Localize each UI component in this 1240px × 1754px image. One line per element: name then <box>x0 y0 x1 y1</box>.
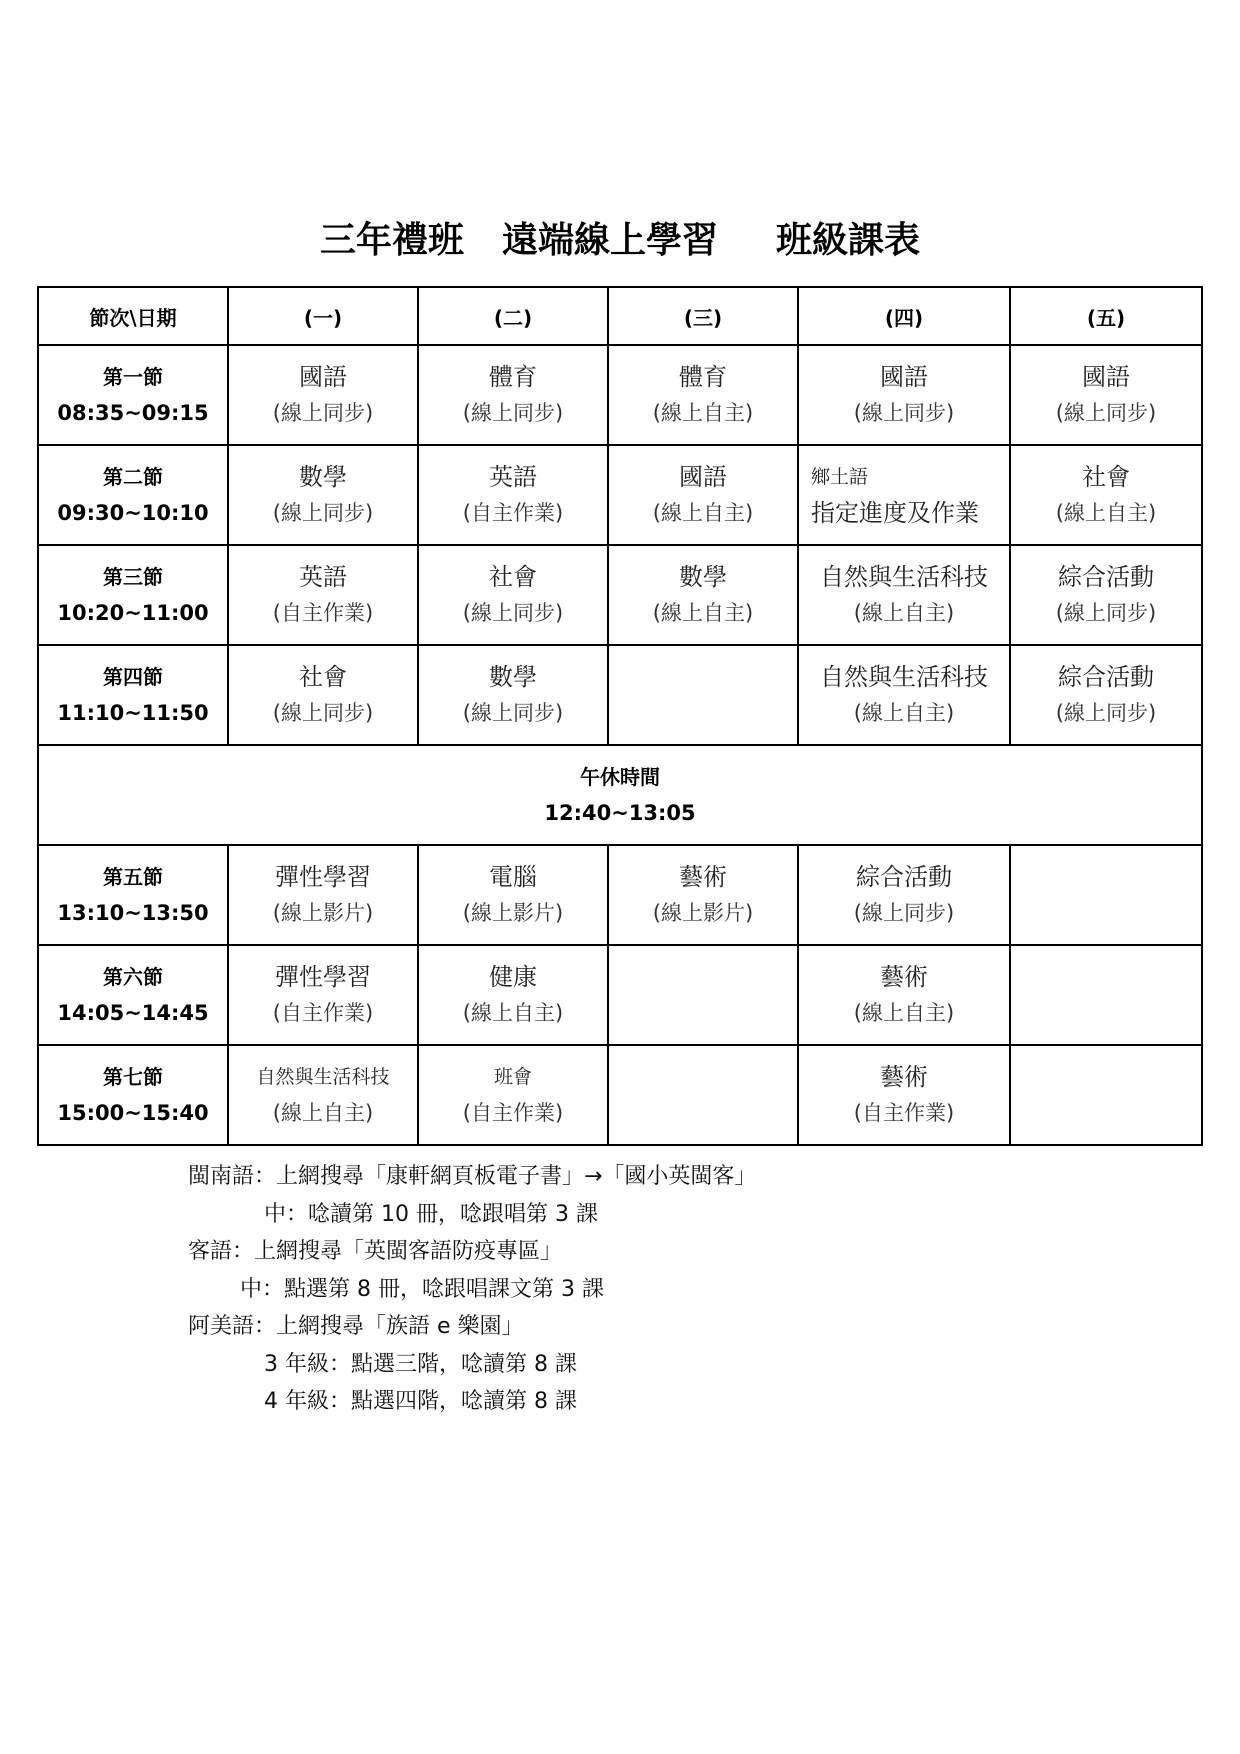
subject: 電腦 <box>489 863 537 891</box>
mode: (線上自主) <box>462 1001 564 1025</box>
page-title <box>0 212 1240 263</box>
period-time: 08:35~09:15 <box>57 401 209 425</box>
subject: 國語 <box>679 463 727 491</box>
mode: (線上自主) <box>853 1001 955 1025</box>
period-row <box>38 645 1202 745</box>
subject: 自然與生活科技 <box>820 563 988 591</box>
mode: 指定進度及作業 <box>811 499 979 527</box>
subject: 藝術 <box>880 1063 928 1091</box>
subject: 數學 <box>489 663 537 691</box>
lunch-row <box>38 745 1202 845</box>
day-header: (三) <box>608 287 798 345</box>
class-cell <box>418 345 608 445</box>
subject: 英語 <box>489 463 537 491</box>
class-cell <box>228 1045 418 1145</box>
lunch-cell <box>38 745 1202 845</box>
class-cell <box>608 445 798 545</box>
class-cell <box>1010 545 1202 645</box>
subject: 國語 <box>299 363 347 391</box>
mode: (線上同步) <box>1055 401 1157 425</box>
mode: (線上自主) <box>853 601 955 625</box>
title-class: 三年禮班 <box>319 220 464 261</box>
subject: 社會 <box>299 663 347 691</box>
mode: (自主作業) <box>462 1101 564 1125</box>
period-time: 09:30~10:10 <box>57 501 209 525</box>
class-cell <box>228 945 418 1045</box>
period-name: 第四節 <box>103 665 163 689</box>
mode: (線上同步) <box>1055 601 1157 625</box>
mode: (線上影片) <box>272 901 374 925</box>
class-cell <box>418 645 608 745</box>
header-row <box>38 287 1202 345</box>
mode: (線上自主) <box>272 1101 374 1125</box>
subject: 彈性學習 <box>275 863 371 891</box>
subject: 體育 <box>679 363 727 391</box>
mode: (自主作業) <box>272 1001 374 1025</box>
empty-cell <box>608 645 798 745</box>
mode: (線上同步) <box>272 401 374 425</box>
subject: 國語 <box>880 363 928 391</box>
subject: 社會 <box>489 563 537 591</box>
class-cell <box>418 945 608 1045</box>
mode: (線上同步) <box>853 401 955 425</box>
period-time: 11:10~11:50 <box>57 701 209 725</box>
subject: 體育 <box>489 363 537 391</box>
subject: 社會 <box>1082 463 1130 491</box>
mode: (線上同步) <box>272 501 374 525</box>
subject: 鄉土語 <box>811 466 869 488</box>
title-mode: 遠端線上學習 <box>501 220 718 261</box>
period-cell <box>38 345 228 445</box>
period-name: 第七節 <box>103 1065 163 1089</box>
period-name: 第五節 <box>103 865 163 889</box>
note-line: 3 年級：點選三階，唸讀第 8 課 <box>264 1351 577 1377</box>
period-row <box>38 545 1202 645</box>
class-cell <box>228 445 418 545</box>
note-line: 客語：上網搜尋「英閩客語防疫專區」 <box>188 1239 563 1264</box>
note-line: 中：唸讀第 10 冊，唸跟唱第 3 課 <box>264 1201 598 1227</box>
period-cell <box>38 1045 228 1145</box>
class-cell <box>228 545 418 645</box>
mode: (線上影片) <box>652 901 754 925</box>
mode: (線上自主) <box>652 601 754 625</box>
day-header: (五) <box>1010 287 1202 345</box>
subject: 班會 <box>493 1066 532 1088</box>
note-line: 阿美語：上網搜尋「族語 e 樂園」 <box>188 1314 524 1339</box>
mode: (線上同步) <box>462 401 564 425</box>
class-cell <box>418 1045 608 1145</box>
subject: 彈性學習 <box>275 963 371 991</box>
class-cell <box>1010 345 1202 445</box>
period-cell <box>38 945 228 1045</box>
class-cell <box>798 645 1010 745</box>
subject: 綜合活動 <box>1058 663 1154 691</box>
note-line: 中：點選第 8 冊，唸跟唱課文第 3 課 <box>240 1276 604 1302</box>
title-schedule: 班級課表 <box>776 220 921 261</box>
class-cell <box>798 445 1010 545</box>
class-cell <box>1010 645 1202 745</box>
day-header: (二) <box>418 287 608 345</box>
subject: 英語 <box>299 563 347 591</box>
note-line: 4 年級：點選四階，唸讀第 8 課 <box>264 1389 577 1414</box>
class-cell <box>608 845 798 945</box>
empty-cell <box>1010 945 1202 1045</box>
period-name: 第六節 <box>103 965 163 989</box>
subject: 數學 <box>679 563 727 591</box>
mode: (線上自主) <box>652 401 754 425</box>
dialect-notes <box>188 1158 756 1421</box>
period-row <box>38 845 1202 945</box>
class-cell <box>1010 445 1202 545</box>
period-name: 第一節 <box>103 365 163 389</box>
period-cell <box>38 445 228 545</box>
period-row <box>38 445 1202 545</box>
period-name: 第三節 <box>103 565 163 589</box>
period-cell <box>38 845 228 945</box>
mode: (線上自主) <box>853 701 955 725</box>
empty-cell <box>1010 1045 1202 1145</box>
period-row <box>38 345 1202 445</box>
class-cell <box>418 445 608 545</box>
period-time: 15:00~15:40 <box>57 1101 209 1125</box>
subject: 綜合活動 <box>1058 563 1154 591</box>
class-cell <box>608 345 798 445</box>
mode: (線上同步) <box>462 701 564 725</box>
period-time: 14:05~14:45 <box>57 1001 209 1025</box>
period-cell <box>38 545 228 645</box>
subject: 綜合活動 <box>856 863 952 891</box>
subject: 藝術 <box>880 963 928 991</box>
subject: 自然與生活科技 <box>820 663 988 691</box>
class-cell <box>798 345 1010 445</box>
mode: (線上同步) <box>1055 701 1157 725</box>
class-cell <box>608 545 798 645</box>
mode: (線上影片) <box>462 901 564 925</box>
lunch-label: 午休時間 <box>580 765 660 789</box>
empty-cell <box>1010 845 1202 945</box>
class-cell <box>798 945 1010 1045</box>
subject: 自然與生活科技 <box>256 1066 390 1088</box>
day-header: (四) <box>798 287 1010 345</box>
class-cell <box>798 545 1010 645</box>
period-name: 第二節 <box>103 465 163 489</box>
class-cell <box>798 845 1010 945</box>
day-header: (一) <box>228 287 418 345</box>
class-cell <box>418 545 608 645</box>
empty-cell <box>608 945 798 1045</box>
subject: 藝術 <box>679 863 727 891</box>
schedule-table <box>37 286 1203 1146</box>
mode: (線上自主) <box>652 501 754 525</box>
period-time: 10:20~11:00 <box>57 601 209 625</box>
mode: (線上同步) <box>462 601 564 625</box>
note-line: 閩南語：上網搜尋「康軒網頁板電子書」→「國小英閩客」 <box>188 1164 757 1189</box>
mode: (自主作業) <box>272 601 374 625</box>
subject: 數學 <box>299 463 347 491</box>
period-row <box>38 945 1202 1045</box>
mode: (線上同步) <box>272 701 374 725</box>
mode: (自主作業) <box>853 1101 955 1125</box>
mode: (自主作業) <box>462 501 564 525</box>
period-time: 13:10~13:50 <box>57 901 209 925</box>
period-row <box>38 1045 1202 1145</box>
subject: 國語 <box>1082 363 1130 391</box>
subject: 健康 <box>489 963 537 991</box>
mode: (線上同步) <box>853 901 955 925</box>
class-cell <box>418 845 608 945</box>
mode: (線上自主) <box>1055 501 1157 525</box>
empty-cell <box>608 1045 798 1145</box>
class-cell <box>798 1045 1010 1145</box>
class-cell <box>228 845 418 945</box>
class-cell <box>228 645 418 745</box>
lunch-time: 12:40~13:05 <box>544 801 696 825</box>
period-cell <box>38 645 228 745</box>
class-cell <box>228 345 418 445</box>
corner-header: 節次\日期 <box>38 287 228 345</box>
